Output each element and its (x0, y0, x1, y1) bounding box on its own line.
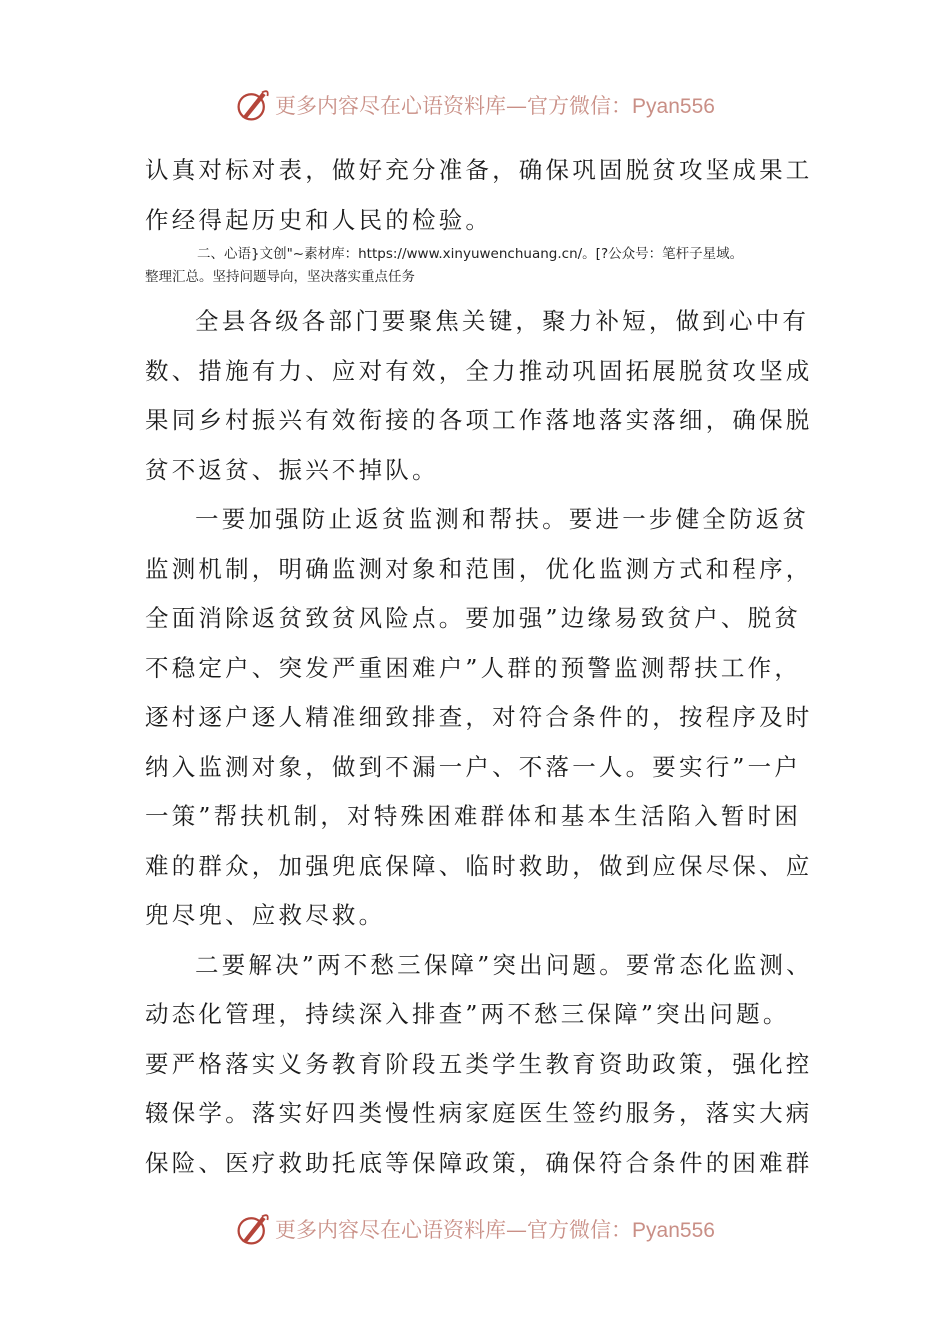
note-line: 二、心语}文创"~素材库：https://www.xinyuwenchuang.cn/。[?公众号：笔杆子星域。 (197, 246, 744, 262)
text-line: 作经得起历史和人民的检验。 (145, 205, 493, 234)
header-banner (0, 80, 950, 130)
text-line: 贫不返贫、振兴不掉队。 (145, 455, 439, 484)
quill-logo-icon (235, 87, 271, 123)
footer-banner (0, 1204, 950, 1254)
text-line: 二要解决”两不愁三保障”突出问题。要常态化监测、 (195, 950, 813, 979)
text-line: 一策”帮扶机制，对特殊困难群体和基本生活陷入暂时困 (145, 802, 802, 830)
text-line: 认真对标对表，做好充分准备，确保巩固脱贫攻坚成果工 (145, 156, 813, 184)
text-line: 全面消除返贫致贫风险点。要加强”边缘易致贫户、脱贫 (145, 604, 802, 632)
text-line: 动态化管理，持续深入排查”两不愁三保障”突出问题。 (145, 1000, 790, 1028)
document-body (145, 146, 815, 1188)
source-note (145, 243, 815, 289)
note-line: 整理汇总。坚持问题导向，坚决落实重点任务 (145, 269, 415, 285)
text-line: 要严格落实义务教育阶段五类学生教育资助政策，强化控 (145, 1049, 813, 1078)
text-line: 保险、医疗救助托底等保障政策，确保符合条件的困难群 (145, 1148, 813, 1177)
text-line: 辍保学。落实好四类慢性病家庭医生签约服务，落实大病 (145, 1099, 813, 1127)
paragraph-two-guarantees (145, 941, 815, 1189)
paragraph-monitoring (145, 495, 815, 941)
text-line: 纳入监测对象，做到不漏一户、不落一人。要实行”一户 (145, 752, 802, 781)
banner-text: 更多内容尽在心语资料库—官方微信：Pyan556 (275, 94, 715, 118)
text-line: 不稳定户、突发严重困难户”人群的预警监测帮扶工作， (145, 653, 802, 682)
text-line: 兜尽兜、应救尽救。 (145, 901, 386, 929)
text-line: 逐村逐户逐人精准细致排查，对符合条件的，按程序及时 (145, 703, 813, 731)
quill-logo-icon (235, 1211, 271, 1247)
paragraph-overview (145, 297, 815, 495)
text-line: 一要加强防止返贫监测和帮扶。要进一步健全防返贫 (195, 505, 810, 533)
text-line: 难的群众，加强兜底保障、临时救助，做到应保尽保、应 (145, 851, 813, 880)
text-line: 监测机制，明确监测对象和范围，优化监测方式和程序， (145, 554, 813, 583)
banner-text: 更多内容尽在心语资料库—官方微信：Pyan556 (275, 1218, 715, 1242)
text-line: 全县各级各部门要聚焦关键，聚力补短，做到心中有 (195, 307, 810, 335)
paragraph-intro (145, 146, 815, 245)
text-line: 数、措施有力、应对有效，全力推动巩固拓展脱贫攻坚成 (145, 356, 813, 385)
text-line: 果同乡村振兴有效衔接的各项工作落地落实落细，确保脱 (145, 406, 813, 434)
